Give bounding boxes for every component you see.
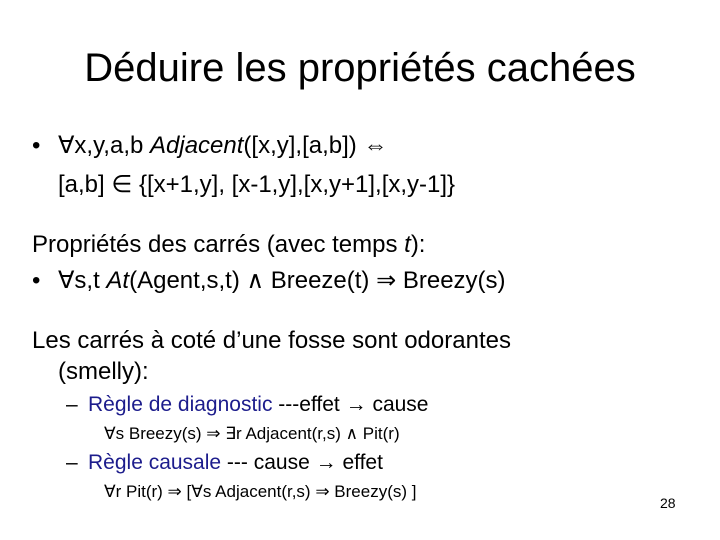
heading-var: t <box>404 231 411 258</box>
diagnostic-rule-text: ---effet <box>272 393 346 416</box>
causal-rule-line <box>88 450 383 476</box>
diagnostic-rule-line <box>88 392 428 418</box>
predicate-at: At <box>106 267 130 294</box>
arrow-right-icon: → <box>345 393 367 416</box>
square-properties-heading <box>32 230 425 260</box>
bullet-marker: • <box>32 132 41 159</box>
adjacent-definition-line1 <box>58 131 387 161</box>
causal-rule-label: Règle causale <box>88 451 222 474</box>
dash-marker: – <box>66 393 78 416</box>
adjacent-args: ([x,y],[a,b]) ⇔ <box>243 132 388 159</box>
causal-rule-text: --- cause <box>221 451 316 474</box>
diagnostic-formula: ∀s Breezy(s) ⇒ ∃r Adjacent(r,s) ∧ Pit(r) <box>104 424 400 443</box>
causal-formula: ∀r Pit(r) ⇒ [∀s Adjacent(r,s) ⇒ Breezy(s) ] <box>104 482 417 501</box>
diagnostic-rule-end: cause <box>366 393 429 416</box>
heading-end: ): <box>410 231 426 258</box>
breezy-rule <box>58 266 506 296</box>
arrow-right-icon: → <box>315 451 337 474</box>
smelly-heading-line1: Les carrés à coté d’une fosse sont odorantes <box>32 327 511 354</box>
quantifier-text: ∀x,y,a,b <box>58 132 151 159</box>
slide-title: Déduire les propriétés cachées <box>84 46 636 90</box>
predicate-adjacent: Adjacent <box>150 132 244 159</box>
heading-text: Propriétés des carrés (avec temps <box>32 231 405 258</box>
quantifier-text: ∀s,t <box>58 267 107 294</box>
bullet-marker: • <box>32 267 41 294</box>
smelly-heading-line2: (smelly): <box>58 358 149 385</box>
rule-rest: (Agent,s,t) ∧ Breeze(t) ⇒ Breezy(s) <box>129 267 506 294</box>
causal-rule-end: effet <box>336 451 383 474</box>
dash-marker: – <box>66 451 78 474</box>
diagnostic-rule-label: Règle de diagnostic <box>88 393 273 416</box>
page-number: 28 <box>660 495 676 511</box>
adjacent-definition-line2: [a,b] ∈ {[x+1,y], [x-1,y],[x,y+1],[x,y-1]} <box>58 171 456 198</box>
